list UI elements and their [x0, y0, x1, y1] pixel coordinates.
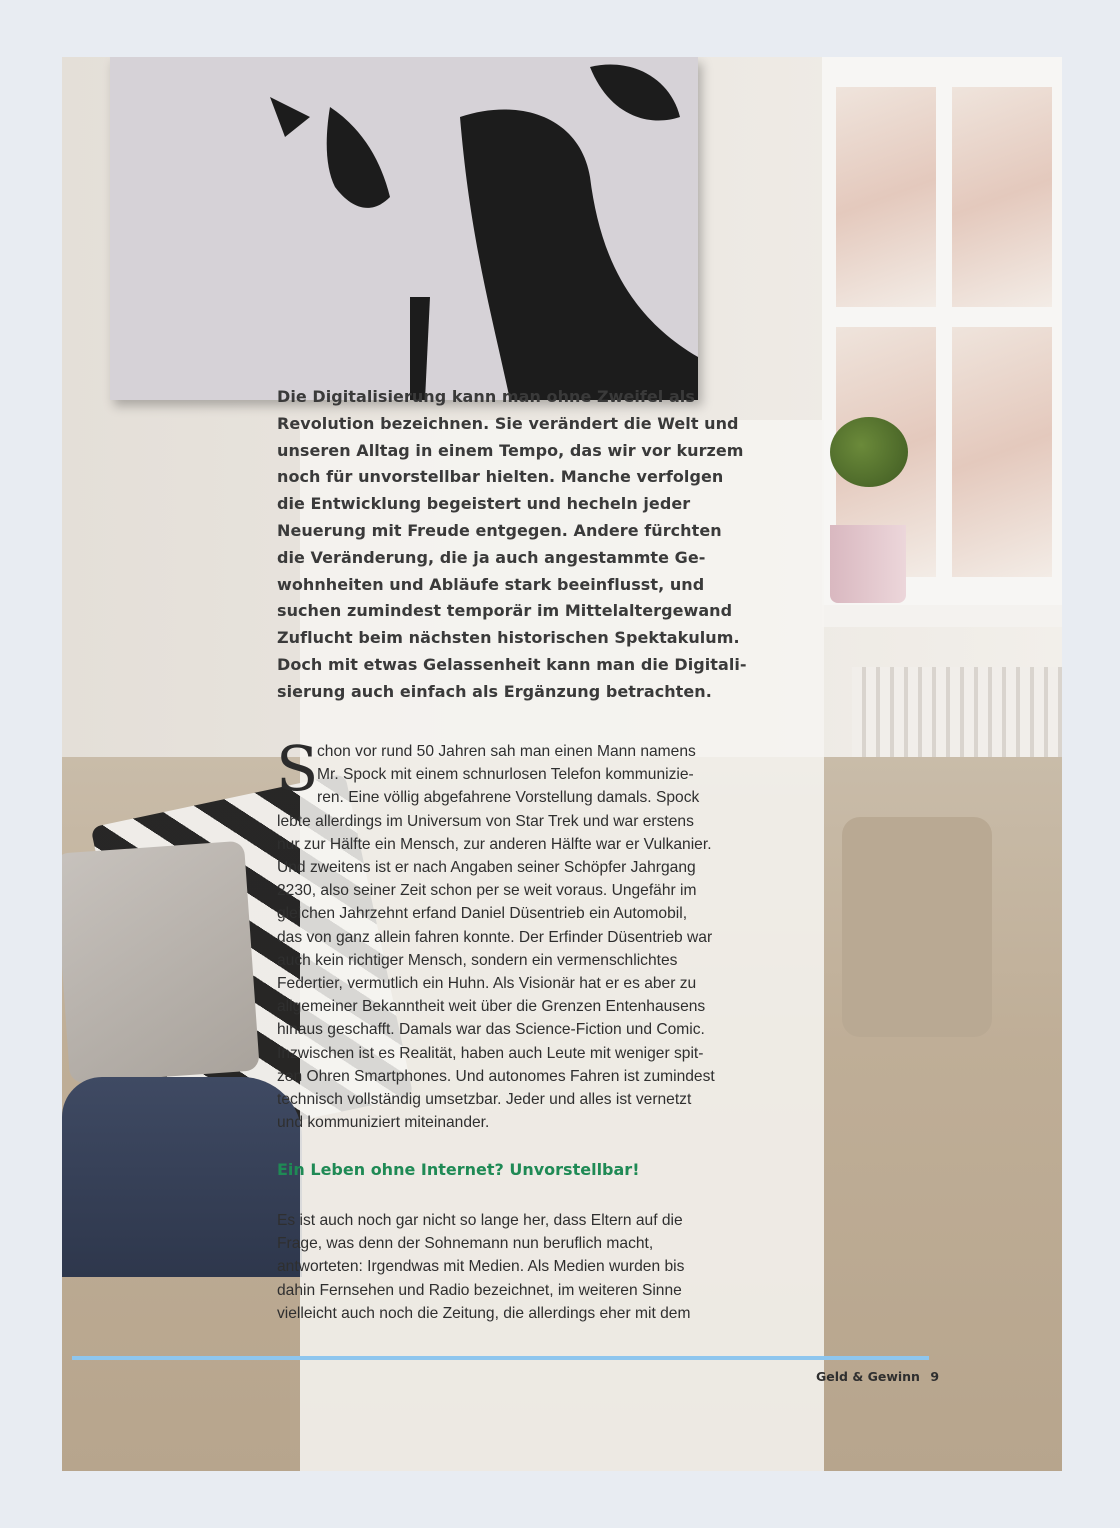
- body-line: hinaus geschafft. Damals war das Science-Fiction und Comic.: [277, 1021, 705, 1039]
- background-flowerpot: [830, 525, 906, 603]
- artwork-silhouette: [110, 57, 698, 400]
- body-line: antworteten: Irgendwas mit Medien. Als Medien wurden bis: [277, 1258, 685, 1276]
- lead-line: die Veränderung, die ja auch angestammte Ge-: [277, 547, 706, 567]
- second-paragraph: [277, 1209, 747, 1325]
- lead-line: Neuerung mit Freude entgegen. Andere fürchten: [277, 520, 722, 540]
- body-line: chon vor rund 50 Jahren sah man einen Mann namens: [317, 743, 696, 760]
- background-laptop: [62, 841, 260, 1084]
- drop-cap: S: [276, 732, 319, 805]
- body-line: Und zweitens ist er nach Angaben seiner Schöpfer Jahrgang: [277, 859, 696, 877]
- body-line: Inzwischen ist es Realität, haben auch Leute mit weniger spit-: [277, 1044, 704, 1062]
- lead-paragraph: [277, 384, 747, 706]
- body-line: lebte allerdings im Universum von Star Trek und war erstens: [277, 812, 694, 830]
- body-line: und kommuniziert miteinander.: [277, 1114, 490, 1132]
- lead-line: noch für unvorstellbar hielten. Manche verfolgen: [277, 467, 724, 487]
- lead-line: Die Digitalisierung kann man ohne Zweifel als: [277, 387, 695, 406]
- section-heading: Ein Leben ohne Internet? Unvorstellbar!: [277, 1160, 640, 1179]
- body-line: vielleicht auch noch die Zeitung, die allerdings eher mit dem: [277, 1304, 691, 1322]
- background-person: [62, 1077, 302, 1277]
- body-line: zen Ohren Smartphones. Und autonomes Fahren ist zumindest: [277, 1067, 715, 1085]
- body-line: Mr. Spock mit einem schnurlosen Telefon kommunizie-: [317, 766, 694, 784]
- page-footer: [816, 1369, 939, 1384]
- lead-line: die Entwicklung begeistert und hecheln jeder: [277, 494, 691, 514]
- body-line: ren. Eine völlig abgefahrene Vorstellung damals. Spock: [317, 789, 700, 807]
- body-line: Federtier, vermutlich ein Huhn. Als Visionär hat er es aber zu: [277, 975, 697, 993]
- body-line: 2230, also seiner Zeit schon per se weit voraus. Ungefähr im: [277, 882, 697, 900]
- body-line: Frage, was denn der Sohnemann nun beruflich macht,: [277, 1235, 654, 1253]
- publication-name: Geld & Gewinn: [816, 1369, 920, 1384]
- lead-line: Zuflucht beim nächsten historischen Spektakulum.: [277, 628, 740, 648]
- lead-line: wohnheiten und Abläufe stark beeinflusst, und: [277, 574, 705, 594]
- background-windowsill: [822, 605, 1062, 627]
- lead-line: sierung auch einfach als Ergänzung betrachten.: [277, 681, 712, 701]
- body-line: dahin Fernsehen und Radio bezeichnet, im weiteren Sinne: [277, 1281, 682, 1299]
- body-line: technisch vollständig umsetzbar. Jeder und alles ist vernetzt: [277, 1091, 692, 1109]
- background-plant: [830, 417, 908, 487]
- body-line: nur zur Hälfte ein Mensch, zur anderen Hälfte war er Vulkanier.: [277, 835, 712, 853]
- body-paragraph: [276, 732, 747, 1134]
- page-number: 9: [930, 1369, 940, 1384]
- lead-line: Revolution bezeichnen. Sie verändert die Welt und: [277, 413, 739, 433]
- footer-rule: [72, 1356, 929, 1360]
- body-line: gleichen Jahrzehnt erfand Daniel Düsentrieb ein Automobil,: [277, 905, 688, 923]
- body-line: auch kein richtiger Mensch, sondern ein vermenschlichtes: [277, 951, 678, 969]
- body-line: das von ganz allein fahren konnte. Der Erfinder Düsentrieb war: [277, 928, 713, 946]
- lead-line: unseren Alltag in einem Tempo, das wir vor kurzem: [277, 440, 744, 460]
- lead-line: Doch mit etwas Gelassenheit kann man die Digitali-: [277, 654, 747, 674]
- body-line: allgemeiner Bekanntheit weit über die Grenzen Entenhausens: [277, 998, 706, 1016]
- body-line: Es ist auch noch gar nicht so lange her, dass Eltern auf die: [277, 1212, 683, 1229]
- background-cushion: [842, 817, 992, 1037]
- lead-line: suchen zumindest temporär im Mittelaltergewand: [277, 601, 733, 621]
- wall-artwork: [110, 57, 698, 400]
